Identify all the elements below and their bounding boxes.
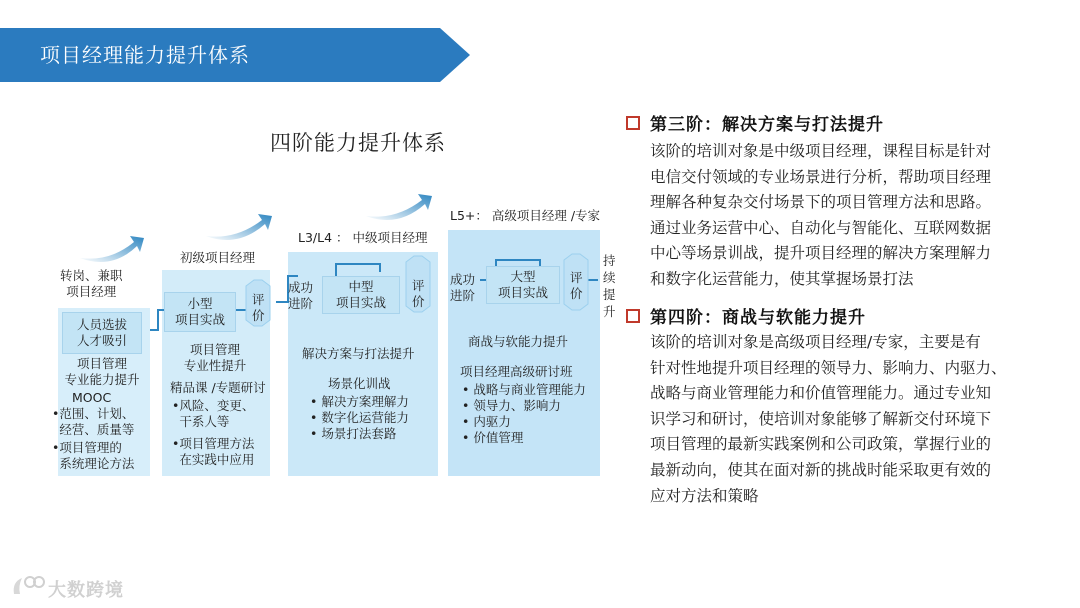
stage3-course: 场景化训战: [328, 376, 391, 391]
stage4-item-3: • 内驱力: [462, 414, 511, 429]
stage1-item-1: •范围、计划、 经营、质量等: [52, 406, 135, 437]
stage4-item-4: • 价值管理: [462, 430, 524, 445]
stage1-item-2: •项目管理的 系统理论方法: [52, 440, 135, 471]
stage4-item-2: • 领导力、影响力: [462, 398, 561, 413]
page-title: 项目经理能力提升体系: [40, 43, 250, 67]
stage3-item-2: • 数字化运营能力: [310, 410, 409, 425]
stage4-project-box: 大型 项目实战: [486, 266, 560, 304]
stage3-item-3: • 场景打法套路: [310, 426, 397, 441]
stage4-label: L5+： 高级项目经理 /专家: [450, 208, 601, 223]
stage4-gate: 成功 进阶: [450, 272, 476, 303]
section3-bullet-icon: [626, 116, 640, 130]
section4-body: 该阶的培训对象是高级项目经理/专家，主要是有 针对性地提升项目经理的领导力、影响力、内驱力、 战略与商业管理能力和价值管理能力。通过专业知 识学习和研讨，使培训对象能够了解新交付环境下 项目管理的最新实践案例和公司政策，掌握行业的 最新动向，使其在面对新的挑战时能采取更有效的 应对方法和策略: [650, 333, 1007, 505]
stage2-item-1: •风险、变更、 干系人等: [172, 398, 255, 429]
stage1-entry-box: 人员选拔 人才吸引: [62, 312, 142, 354]
stage2-course: 精品课 /专题研讨: [170, 380, 266, 395]
stage4-course: 项目经理高级研讨班: [460, 364, 573, 379]
section3-title: 第三阶：解决方案与打法提升: [650, 115, 884, 135]
stage1-course: MOOC: [72, 390, 112, 405]
stage4-eval: 评 价: [570, 270, 583, 301]
swoosh-arrow-3: [366, 194, 432, 220]
section3-body: 该阶的培训对象是中级项目经理，课程目标是针对 电信交付领域的专业场景进行分析，帮助项目经理 理解各种复杂交付场景下的项目管理方法和思路。 通过业务运营中心、自动化与智能化、互联网数据 中心等场景训战，提升项目经理的解决方案理解力 和数字化运营能力，使其掌握场景打法: [650, 142, 992, 288]
stage2-item-2: •项目管理方法 在实践中应用: [172, 436, 255, 467]
stage2-project-box: 小型 项目实战: [164, 292, 236, 332]
stage3-gate: 成功 进阶: [288, 280, 314, 311]
section4-bullet-icon: [626, 309, 640, 323]
stage3-item-1: • 解决方案理解力: [310, 394, 409, 409]
stage3-heading: 解决方案与打法提升: [302, 346, 415, 361]
stage2-label: 初级项目经理: [180, 250, 256, 265]
stage2-eval: 评 价: [252, 292, 265, 323]
diagram-title: 四阶能力提升体系: [270, 131, 446, 155]
stage3-label: L3/L4 ： 中级项目经理: [298, 230, 428, 245]
stage4-item-1: • 战略与商业管理能力: [462, 382, 586, 397]
continuous-improvement-label: 持 续 提 升: [603, 253, 616, 319]
watermark-logo-icon: [10, 572, 46, 600]
stage1-label: 转岗、兼职 项目经理: [60, 268, 123, 299]
swoosh-arrow-1: [80, 236, 144, 262]
stage2-heading: 项目管理 专业性提升: [183, 342, 247, 373]
stage3-project-box: 中型 项目实战: [322, 276, 400, 314]
stage3-eval: 评 价: [412, 278, 425, 309]
watermark-text: 大数跨境: [48, 580, 124, 601]
section4-title: 第四阶：商战与软能力提升: [650, 308, 866, 328]
stage1-heading: 项目管理 专业能力提升: [64, 356, 140, 387]
swoosh-arrow-2: [206, 214, 272, 240]
stage4-heading: 商战与软能力提升: [468, 334, 569, 349]
